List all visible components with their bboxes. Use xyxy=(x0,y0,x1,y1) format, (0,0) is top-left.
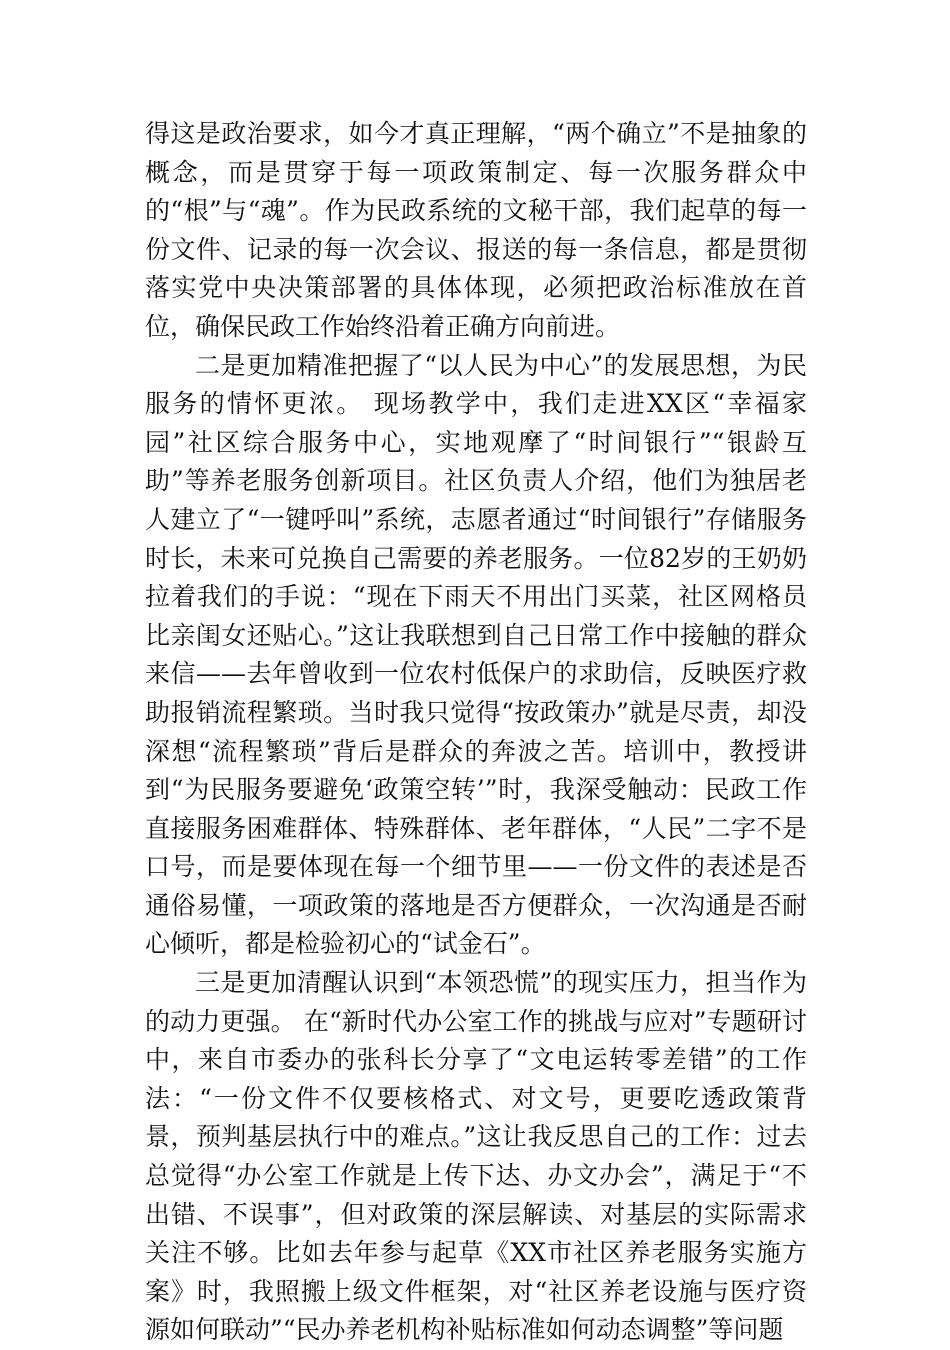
paragraph-skill-anxiety: 三是更加清醒认识到“本领恐慌”的现实压力，担当作为的动力更强。 在“新时代办公室工作的挑战与应对”专题研讨中，来自市委办的张科长分享了“文电运转零差错”的工作法：“一份文件不仅要核格式、对文号，更要吃透政策背景，预判基层执行中的难点。”这让我反思自己的工作：过去总觉得“办公室工作就是上传下达、办文办会”，满足于“不出错、不误事”，但对政策的深层解读、对基层的实际需求关注不够。比如去年参与起草《XX市社区养老服务实施方案》时，我照搬上级文件框架，对“社区养老设施与医疗资源如何联动”“民办养老机构补贴标准如何动态调整”等问题 xyxy=(145,968,807,1345)
paragraph-people-centered: 二是更加精准把握了“以人民为中心”的发展思想，为民服务的情怀更浓。 现场教学中，我们走进XX区“幸福家园”社区综合服务中心，实地观摩了“时间银行”“银龄互助”等养老服务创新项目。社区负责人介绍，他们为独居老人建立了“一键呼叫”系统，志愿者通过“时间银行”存储服务时长，未来可兑换自己需要的养老服务。一位82岁的王奶奶拉着我们的手说：“现在下雨天不用出门买菜，社区网格员比亲闺女还贴心。”这让我联想到自己日常工作中接触的群众来信——去年曾收到一位农村低保户的求助信，反映医疗救助报销流程繁琐。当时我只觉得“按政策办”就是尽责，却没深想“流程繁琐”背后是群众的奔波之苦。培训中，教授讲到“为民服务要避免‘政策空转’”时，我深受触动：民政工作直接服务困难群体、特殊群体、老年群体，“人民”二字不是口号，而是要体现在每一个细节里——一份文件的表述是否通俗易懂，一项政策的落地是否方便群众，一次沟通是否耐心倾听，都是检验初心的“试金石”。 xyxy=(145,350,808,959)
paragraph-continuation: 得这是政治要求，如今才真正理解，“两个确立”不是抽象的概念，而是贯穿于每一项政策制定、每一次服务群众中的“根”与“魂”。作为民政系统的文秘干部，我们起草的每一份文件、记录的每一次会议、报送的每一条信息，都是贯彻落实党中央决策部署的具体体现，必须把政治标准放在首位，确保民政工作始终沿着正确方向前进。 xyxy=(145,119,807,341)
document-body xyxy=(145,115,807,1350)
